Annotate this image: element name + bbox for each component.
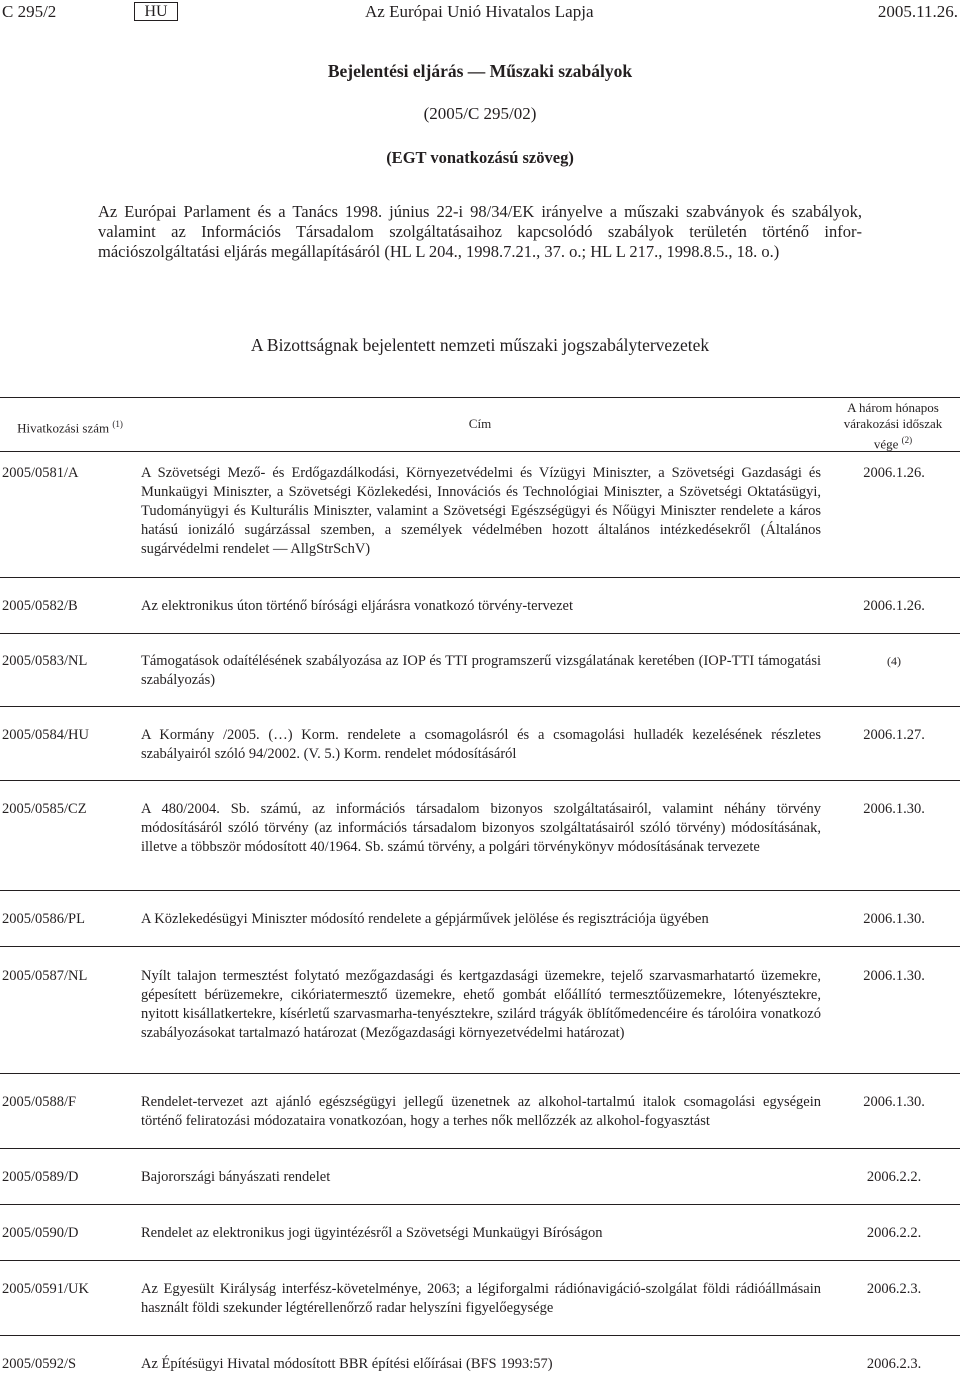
row-end-date: 2006.1.26. <box>863 465 925 481</box>
row-title: Bajorországi bányászati rendelet <box>141 1169 331 1185</box>
table-header <box>0 398 960 450</box>
column-header-end-date: A három hónapos várakozási időszak vége $^{(2)}$ <box>843 400 943 452</box>
row-title: Rendelet az elektronikus jogi ügyintézésről a Szövetségi Munkaügyi Bíróságon <box>141 1225 603 1241</box>
row-title: Rendelet-tervezet azt ajánló egészségügyi jellegű üzenetnek az alkohol-tartalmú italok csomagolási egységein történő feliratozási módozataira vonatkozóan, hogy a terhes nők mellőzzék az alkohol-fogyasztást <box>141 1094 821 1129</box>
row-divider <box>0 1204 960 1205</box>
row-end-date: 2006.1.27. <box>863 727 925 743</box>
column-header-reference: Hivatkozási szám $^{(1)}$ <box>17 419 123 436</box>
row-end-date: 2006.2.3. <box>866 1281 922 1297</box>
row-divider <box>0 780 960 781</box>
row-title: A Közlekedésügyi Miniszter módosító rendelete a gépjárművek jelölése és regisztrációja ügyében <box>141 911 709 927</box>
publication-date: 2005.11.26. <box>877 2 958 21</box>
language-badge: HU <box>134 2 178 21</box>
row-title: Nyílt talajon termesztést folytató mezőgazdasági és kertgazdasági üzemekre, tejelő szarvasmarhatartó üzemekre, gépesített bérüzemekre, cikóriatermesztő üzemekre, ehető gombát előállító termesztőüzemekre, lótenyésztekre, nyitott kisállatkertekre, kísérletű szarvasmarha-tenyésztekre, szilárd trágyák öblítőmedencéire és tárolóira vonatkozó szabályozásokat tartalmazó határozat (Mezőgazdasági környezetvédelmi határozat) <box>141 968 821 1041</box>
row-end-date: (4) <box>887 654 901 668</box>
row-title: A 480/2004. Sb. számú, az információs társadalom bizonyos szolgáltatásairól, valamint néhány törvény módosításáról szóló törvény (az információs társadalom bizonyos szolgáltatásairól szóló törvény) módosításának, illetve a többször módosított 40/1964. Sb. számú törvény, a polgári törvénykönyv módosításának tervezete <box>141 801 821 855</box>
row-reference-number: 2005/0581/A <box>2 465 79 481</box>
row-title: A Szövetségi Mező- és Erdőgazdálkodási, Környezetvédelmi és Vízügyi Miniszter, a Szövetségi Gazdasági és Munkaügyi Miniszter, a Szövetségi Közlekedési, Innovációs és Technológiai Miniszter, a Szövetségi Oktatásügyi, Tudományügyi és Kulturális Miniszter, valamint a Szövetségi Egészségügyi és Nőügyi Miniszter rendelete a káros hatású ionizáló sugárzással szemben, a személyek védelmében hozott általános intézkedésekről (Általános sugárvédelmi rendelet — AllgStrSchV) <box>141 465 821 557</box>
row-reference-number: 2005/0583/NL <box>2 653 88 669</box>
document-reference: (2005/C 295/02) <box>423 104 537 123</box>
row-reference-number: 2005/0592/S <box>2 1356 77 1372</box>
row-reference-number: 2005/0591/UK <box>2 1281 89 1297</box>
row-title: Az Építésügyi Hivatal módosított BBR építési előírásai (BFS 1993:57) <box>141 1356 553 1372</box>
row-end-date: 2006.2.2. <box>866 1169 922 1185</box>
row-reference-number: 2005/0582/B <box>2 598 78 614</box>
footnote-ref-2: (2) <box>901 435 913 445</box>
row-reference-number: 2005/0589/D <box>2 1169 79 1185</box>
section-subtitle: A Bizottságnak bejelentett nemzeti műszaki jogszabálytervezetek <box>250 335 710 355</box>
row-end-date: 2006.2.3. <box>866 1356 922 1372</box>
page-reference: C 295/2 <box>2 2 57 21</box>
row-divider <box>0 890 960 891</box>
footnote-ref-1: (1) <box>112 419 123 429</box>
row-divider <box>0 706 960 707</box>
row-divider <box>0 1148 960 1149</box>
journal-title: Az Európai Unió Hivatalos Lapja <box>365 2 594 21</box>
row-end-date: 2006.1.30. <box>863 911 925 927</box>
row-reference-number: 2005/0586/PL <box>2 911 85 927</box>
row-title: A Kormány /2005. (…) Korm. rendelete a csomagolásról és a csomagolási hulladék kezelésének részletes szabályairól szóló 94/2002. (V. 5.) Korm. rendelet módosításáról <box>141 727 821 762</box>
document-title: Bejelentési eljárás — Műszaki szabályok <box>327 61 633 81</box>
intro-paragraph: Az Európai Parlament és a Tanács 1998. június 22-i 98/34/EK irányelve a műszaki szabványok és szabályok, valamint az Információs Társadalom szolgáltatásaihoz kapcsolódó szabályok területén történő információszolgáltatási eljárás megállapításáról (HL L 204., 1998.7.21., 37. o.; HL L 217., 1998.8.5., 18. o.) <box>98 202 862 261</box>
row-divider <box>0 1335 960 1336</box>
row-reference-number: 2005/0590/D <box>2 1225 79 1241</box>
row-reference-number: 2005/0585/CZ <box>2 801 87 817</box>
row-divider <box>0 946 960 947</box>
table-header-rule <box>0 451 960 452</box>
row-divider <box>0 633 960 634</box>
row-title: Az elektronikus úton történő bírósági eljárásra vonatkozó törvény-tervezet <box>141 598 574 614</box>
row-end-date: 2006.1.26. <box>863 598 925 614</box>
row-end-date: 2006.1.30. <box>863 801 925 817</box>
column-header-title: Cím <box>468 416 492 431</box>
row-end-date: 2006.1.30. <box>863 968 925 984</box>
row-end-date: 2006.2.2. <box>866 1225 922 1241</box>
row-divider <box>0 1260 960 1261</box>
row-title: Az Egyesült Királyság interfész-követelménye, 2063; a légiforgalmi rádiónavigáció-szolgálat földi rádióállmásain használt földi szekunder légtérellenőrző radar helyszíni figyelőegysége <box>141 1281 821 1316</box>
row-end-date: 2006.1.30. <box>863 1094 925 1110</box>
row-title: Támogatások odaítélésének szabályozása az IOP és TTI programszerű vizsgálatának keretében (IOP-TTI támogatási szabályozás) <box>141 653 821 688</box>
row-divider <box>0 1073 960 1074</box>
page-header <box>0 0 960 24</box>
row-reference-number: 2005/0584/HU <box>2 727 89 743</box>
row-divider <box>0 577 960 578</box>
row-reference-number: 2005/0587/NL <box>2 968 88 984</box>
eea-note: (EGT vonatkozású szöveg) <box>386 148 574 167</box>
row-reference-number: 2005/0588/F <box>2 1094 77 1110</box>
